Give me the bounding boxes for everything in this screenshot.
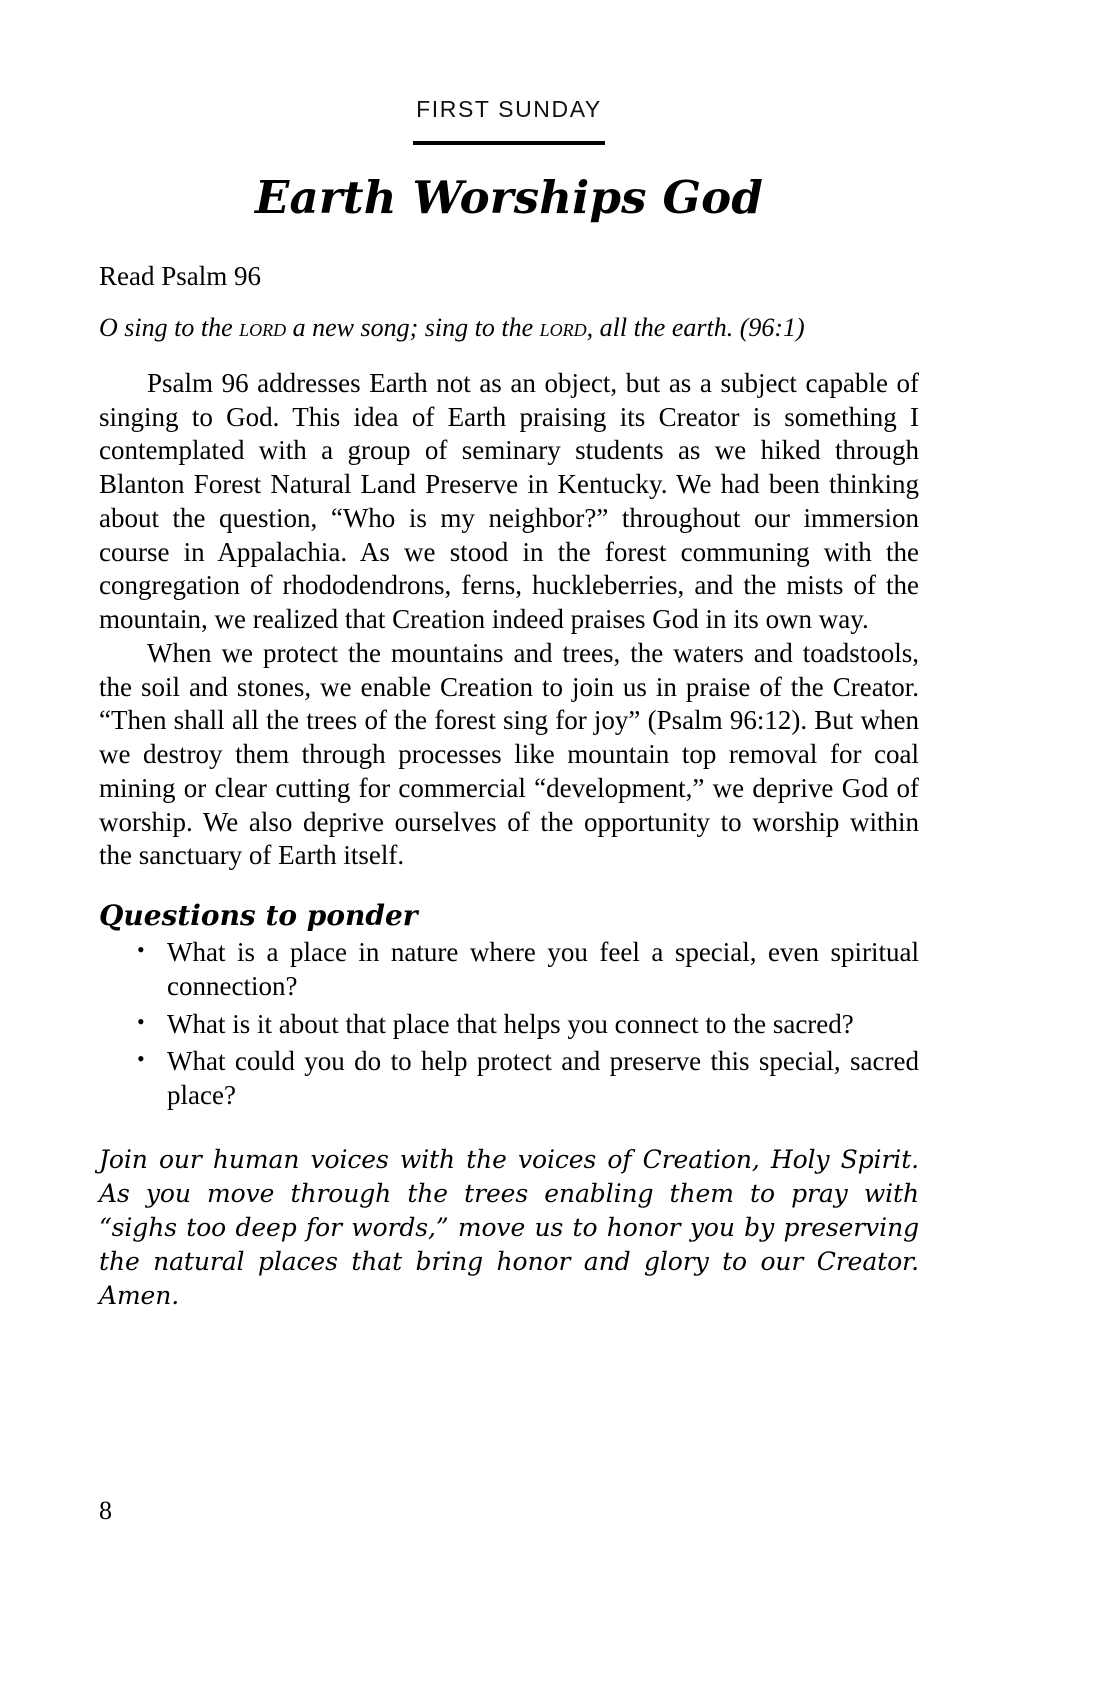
list-item: • What is it about that place that helps you connect to the sacred?	[99, 1008, 919, 1042]
verse-part-2: a new song; sing to the	[286, 313, 540, 343]
page-content	[99, 0, 919, 1313]
verse-part-1: O sing to the	[99, 313, 240, 343]
verse-part-3: , all the earth. (96:1)	[586, 313, 805, 343]
running-head	[99, 96, 919, 145]
divine-name-lord-1: lord	[239, 313, 287, 343]
scripture-verse	[99, 312, 919, 345]
list-item: • What could you do to help protect and preserve this special, sacred place?	[99, 1045, 919, 1113]
closing-prayer: Join our human voices with the voices of Creation, Holy Spirit. As you move through the trees enabling them to pray with “sighs too deep for words,” move us to honor you by preserving the natural places that bring honor and glory to our Creator. Amen.	[99, 1144, 919, 1310]
page-number: 8	[99, 1496, 112, 1525]
body-paragraph-1: Psalm 96 addresses Earth not as an object, but as a subject capable of singing to God. This idea of Earth praising its Creator is something I contemplated with a group of seminary students as we hiked through Blanton Forest Natural Land Preserve in Kentucky. We had been thinking about the question, “Who is my neighbor?” throughout our immersion course in Appalachia. As we stood in the forest communing with the congregation of rhododendrons, ferns, huckleberries, and the mists of the mountain, we realized that Creation indeed praises God in its own way.	[99, 367, 919, 635]
list-item: • What is a place in nature where you feel a special, even spiritual connection?	[99, 936, 919, 1004]
divine-name-lord-2: lord	[539, 313, 587, 343]
section-eyebrow: FIRST SUNDAY	[416, 96, 602, 122]
title-divider-rule	[413, 141, 605, 145]
questions-list	[99, 936, 919, 1113]
page-title: Earth Worships God	[254, 171, 764, 224]
questions-heading: Questions to ponder	[99, 899, 418, 933]
reading-reference: Read Psalm 96	[99, 261, 261, 291]
body-paragraph-2: When we protect the mountains and trees, the waters and toadstools, the soil and stones, we enable Creation to join us in praise of the Creator. “Then shall all the trees of the forest sing for joy” (Psalm 96:12). But when we destroy them through processes like mountain top removal for coal mining or clear cutting for commercial “development,” we deprive God of worship. We also deprive ourselves of the opportunity to worship within the sanctuary of Earth itself.	[99, 637, 919, 871]
